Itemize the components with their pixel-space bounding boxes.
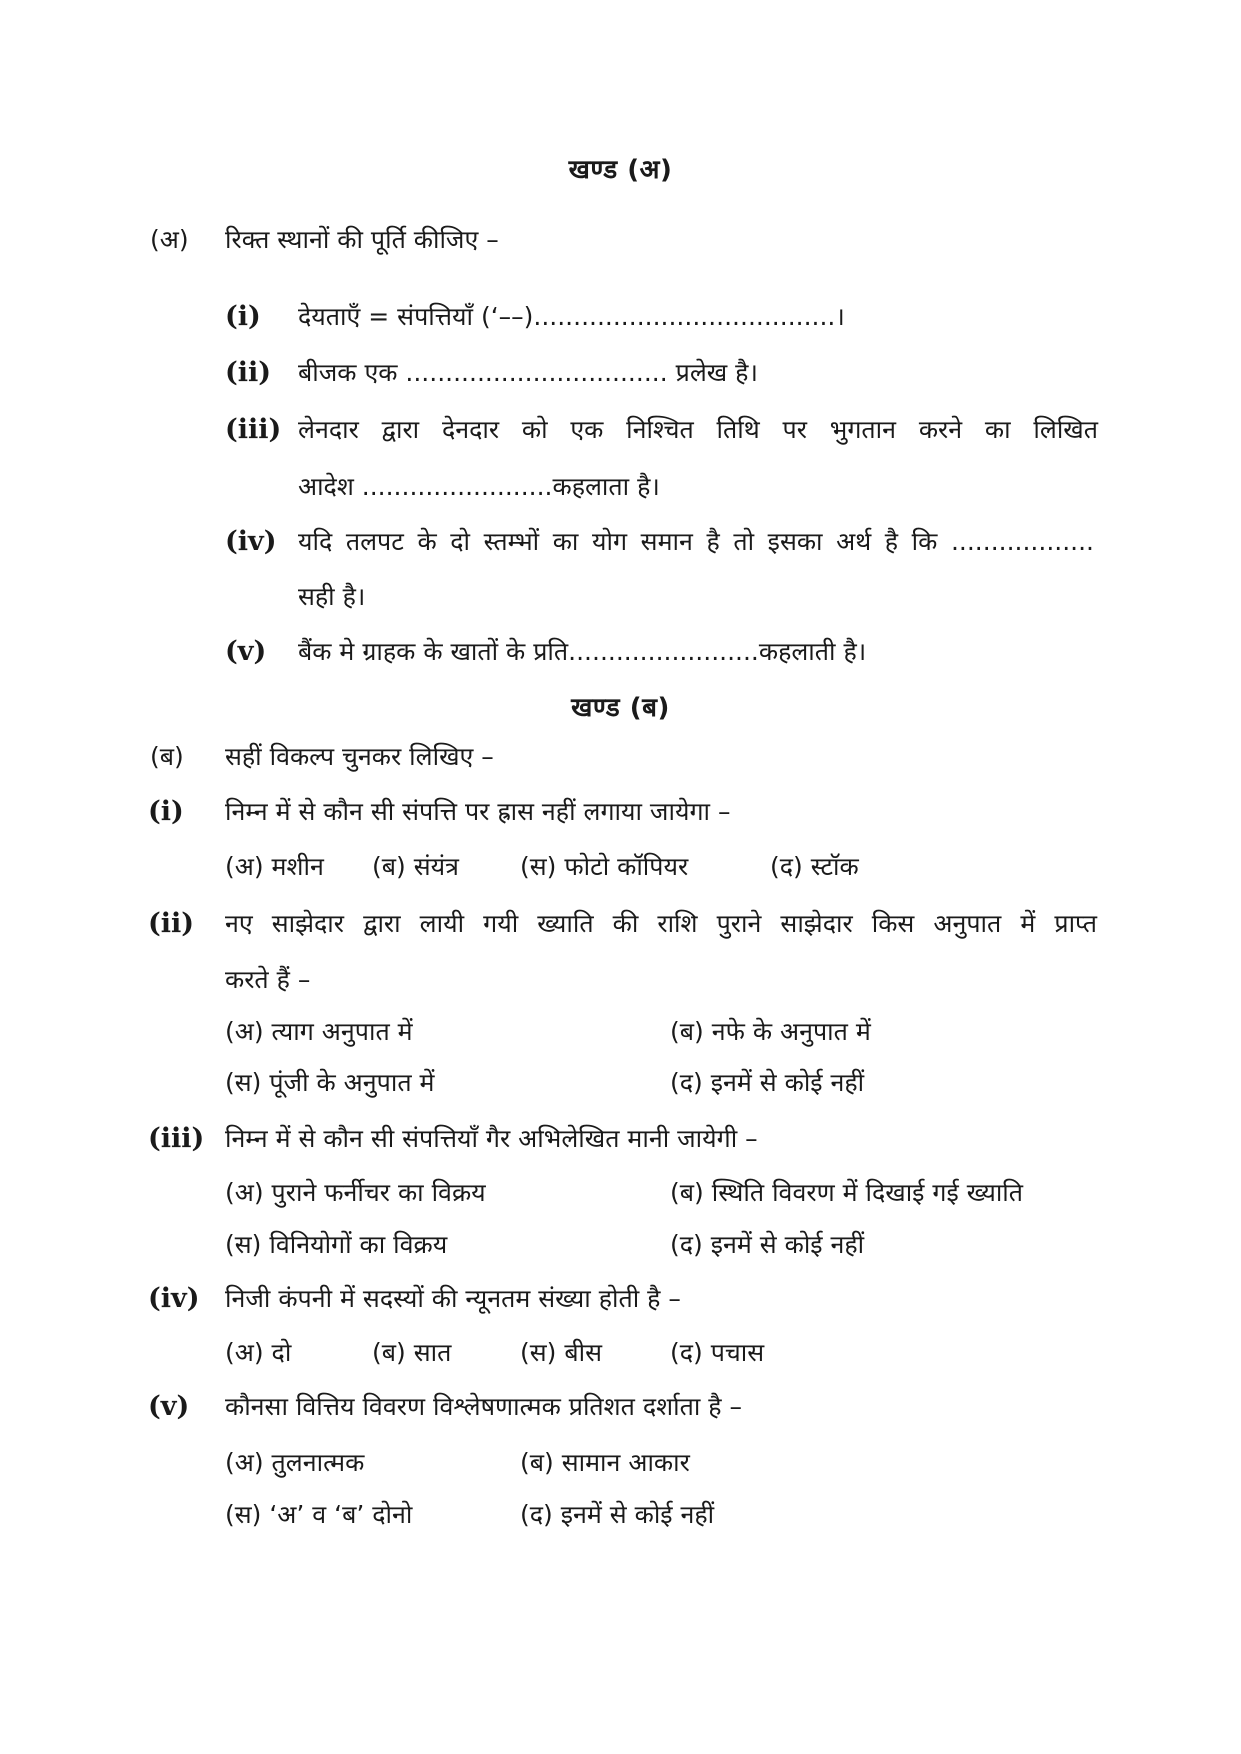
- mcq-option: (ब) स्थिति विवरण में दिखाई गई ख्याति: [670, 1178, 1024, 1207]
- fill-item-number: (i): [225, 301, 261, 332]
- mcq-option: (ब) नफे के अनुपात में: [670, 1017, 871, 1046]
- section-a-label: (अ): [150, 225, 189, 254]
- fill-item-text: लेनदार द्वारा देनदार को एक निश्चित तिथि पर भुगतान करने का लिखित: [298, 415, 1098, 444]
- mcq-option: (द) इनमें से कोई नहीं: [670, 1230, 865, 1259]
- mcq-option: (अ) त्याग अनुपात में: [225, 1017, 413, 1046]
- fill-item-text: बैंक मे ग्राहक के खातों के प्रति........................कहलाती है।: [298, 637, 867, 666]
- section-b-instruction: सहीं विकल्प चुनकर लिखिए –: [225, 742, 494, 771]
- mcq-option: (ब) सामान आकार: [520, 1448, 690, 1477]
- mcq-option: (अ) दो: [225, 1338, 292, 1367]
- mcq-option: (ब) संयंत्र: [372, 852, 459, 881]
- section-b-heading: खण्ड (ब): [571, 693, 670, 723]
- mcq-question: निम्न में से कौन सी संपत्तियाँ गैर अभिलेखित मानी जायेगी –: [225, 1124, 758, 1153]
- fill-item-text: बीजक एक ................................. प्रलेख है।: [298, 358, 758, 387]
- mcq-option: (द) पचास: [670, 1338, 765, 1367]
- fill-item-text: देयताएँ = संपत्तियाँ (‘––)......................................।: [298, 302, 845, 331]
- section-a-instruction: रिक्त स्थानों की पूर्ति कीजिए –: [225, 225, 499, 254]
- mcq-option: (अ) मशीन: [225, 852, 324, 881]
- mcq-option: (द) इनमें से कोई नहीं: [520, 1500, 715, 1529]
- fill-item-text: यदि तलपट के दो स्तम्भों का योग समान है तो इसका अर्थ है कि ..................: [298, 527, 1094, 556]
- mcq-option: (स) ‘अ’ व ‘ब’ दोनो: [225, 1500, 413, 1529]
- fill-item-number: (v): [225, 636, 267, 667]
- mcq-number: (v): [148, 1391, 190, 1422]
- mcq-number: (iii): [148, 1123, 205, 1154]
- fill-item-number: (ii): [225, 357, 272, 388]
- fill-item-number: (iv): [225, 526, 277, 557]
- mcq-number: (i): [148, 796, 184, 827]
- mcq-option: (स) पूंजी के अनुपात में: [225, 1068, 435, 1097]
- mcq-number: (iv): [148, 1283, 200, 1314]
- mcq-option: (अ) पुराने फर्नीचर का विक्रय: [225, 1178, 486, 1207]
- mcq-question: नए साझेदार द्वारा लायी गयी ख्याति की राशि पुराने साझेदार किस अनुपात में प्राप्त: [225, 909, 1097, 938]
- section-b-label: (ब): [150, 742, 184, 771]
- mcq-option: (स) बीस: [520, 1338, 603, 1367]
- section-a-heading: खण्ड (अ): [568, 155, 673, 185]
- fill-item-text-continued: सही है।: [298, 582, 366, 611]
- mcq-number: (ii): [148, 908, 195, 939]
- mcq-option: (स) फोटो कॉपियर: [520, 852, 689, 881]
- fill-item-number: (iii): [225, 414, 282, 445]
- mcq-option: (अ) तुलनात्मक: [225, 1448, 365, 1477]
- mcq-option: (ब) सात: [372, 1338, 452, 1367]
- fill-item-text-continued: आदेश ........................कहलाता है।: [298, 472, 660, 501]
- mcq-option: (द) इनमें से कोई नहीं: [670, 1068, 865, 1097]
- mcq-question: निम्न में से कौन सी संपत्ति पर ह्रास नहीं लगाया जायेगा –: [225, 797, 731, 826]
- mcq-option: (द) स्टॉक: [770, 852, 859, 881]
- mcq-question-continued: करते हैं –: [225, 965, 311, 994]
- mcq-option: (स) विनियोगों का विक्रय: [225, 1230, 448, 1259]
- mcq-question: निजी कंपनी में सदस्यों की न्यूनतम संख्या होती है –: [225, 1284, 681, 1313]
- mcq-question: कौनसा वित्तिय विवरण विश्लेषणात्मक प्रतिशत दर्शाता है –: [225, 1392, 743, 1421]
